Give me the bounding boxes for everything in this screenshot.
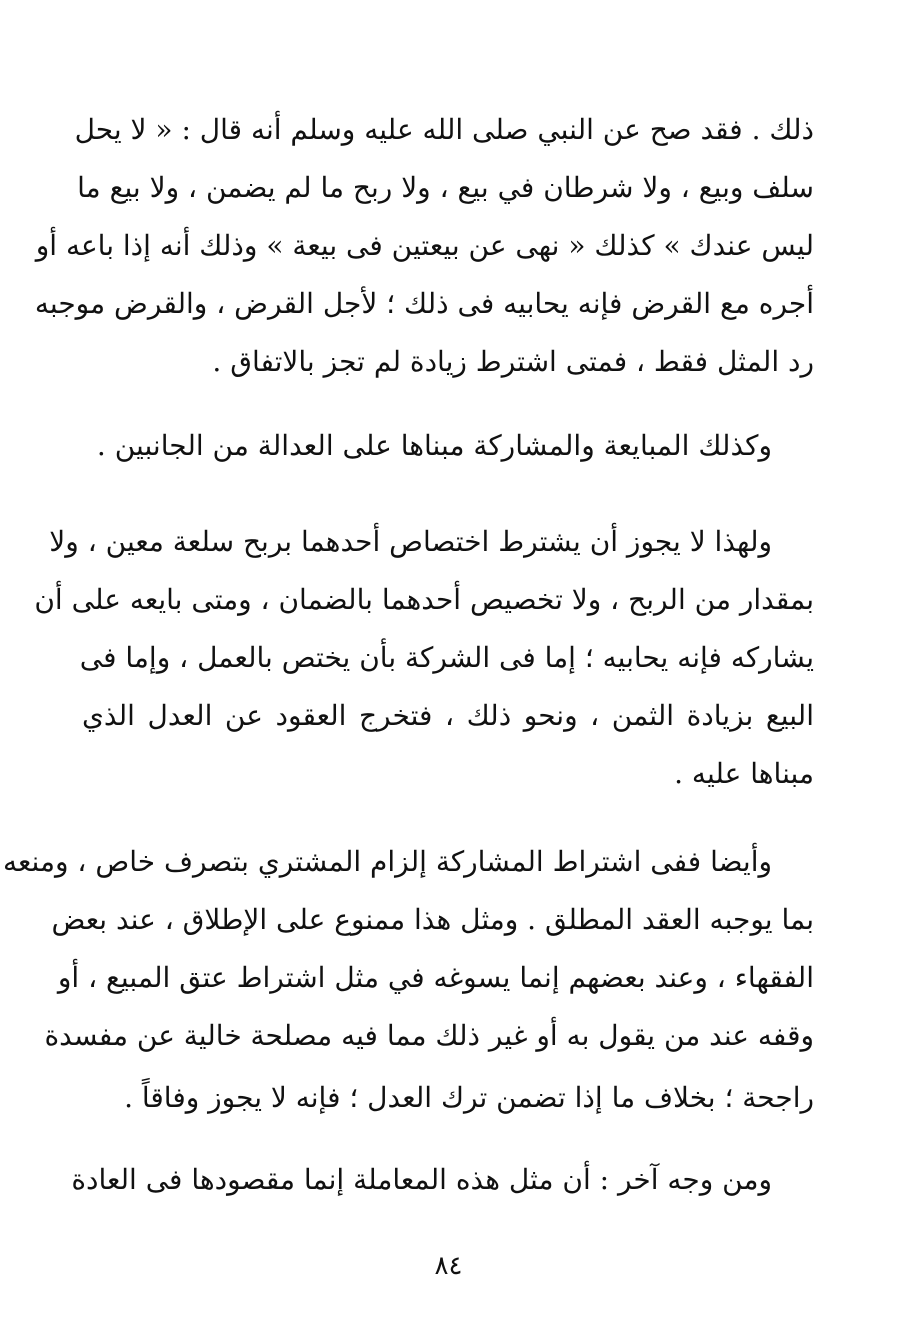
text-line: ومن وجه آخر : أن مثل هذه المعاملة إنما مقصودها فى العادة xyxy=(71,1163,772,1196)
text-line: سلف وبيع ، ولا شرطان في بيع ، ولا ربح ما لم يضمن ، ولا بيع ما xyxy=(77,171,814,204)
page-number: ٨٤ xyxy=(434,1251,463,1281)
text-line: راجحة ؛ بخلاف ما إذا تضمن ترك العدل ؛ فإنه لا يجوز وفاقاً . xyxy=(124,1081,814,1114)
text-line: أجره مع القرض فإنه يحابيه فى ذلك ؛ لأجل القرض ، والقرض موجبه xyxy=(34,287,814,320)
text-line: ولهذا لا يجوز أن يشترط اختصاص أحدهما بربح سلعة معين ، ولا xyxy=(49,525,772,558)
text-line: بمقدار من الربح ، ولا تخصيص أحدهما بالضمان ، ومتى بايعه على أن xyxy=(34,583,814,616)
text-line: ليس عندك » كذلك « نهى عن بيعتين فى بيعة » وذلك أنه إذا باعه أو xyxy=(35,229,814,262)
text-line: ذلك . فقد صح عن النبي صلى الله عليه وسلم أنه قال : « لا يحل xyxy=(74,113,814,146)
text-line: بما يوجبه العقد المطلق . ومثل هذا ممنوع على الإطلاق ، عند بعض xyxy=(51,903,814,936)
text-line: الفقهاء ، وعند بعضهم إنما يسوغه في مثل اشتراط عتق المبيع ، أو xyxy=(57,961,814,994)
text-line: وأيضا ففى اشتراط المشاركة إلزام المشتري بتصرف خاص ، ومنعه xyxy=(3,845,772,878)
text-line: وقفه عند من يقول به أو غير ذلك مما فيه مصلحة خالية عن مفسدة xyxy=(44,1019,814,1052)
text-line: رد المثل فقط ، فمتى اشترط زيادة لم تجز بالاتفاق . xyxy=(212,345,814,378)
text-line: مبناها عليه . xyxy=(674,757,814,790)
text-line: البيع بزيادة الثمن ، ونحو ذلك ، فتخرج العقود عن العدل الذي xyxy=(82,699,814,732)
text-line: يشاركه فإنه يحابيه ؛ إما فى الشركة بأن يختص بالعمل ، وإما فى xyxy=(79,641,814,674)
text-line: وكذلك المبايعة والمشاركة مبناها على العدالة من الجانبين . xyxy=(96,429,772,462)
